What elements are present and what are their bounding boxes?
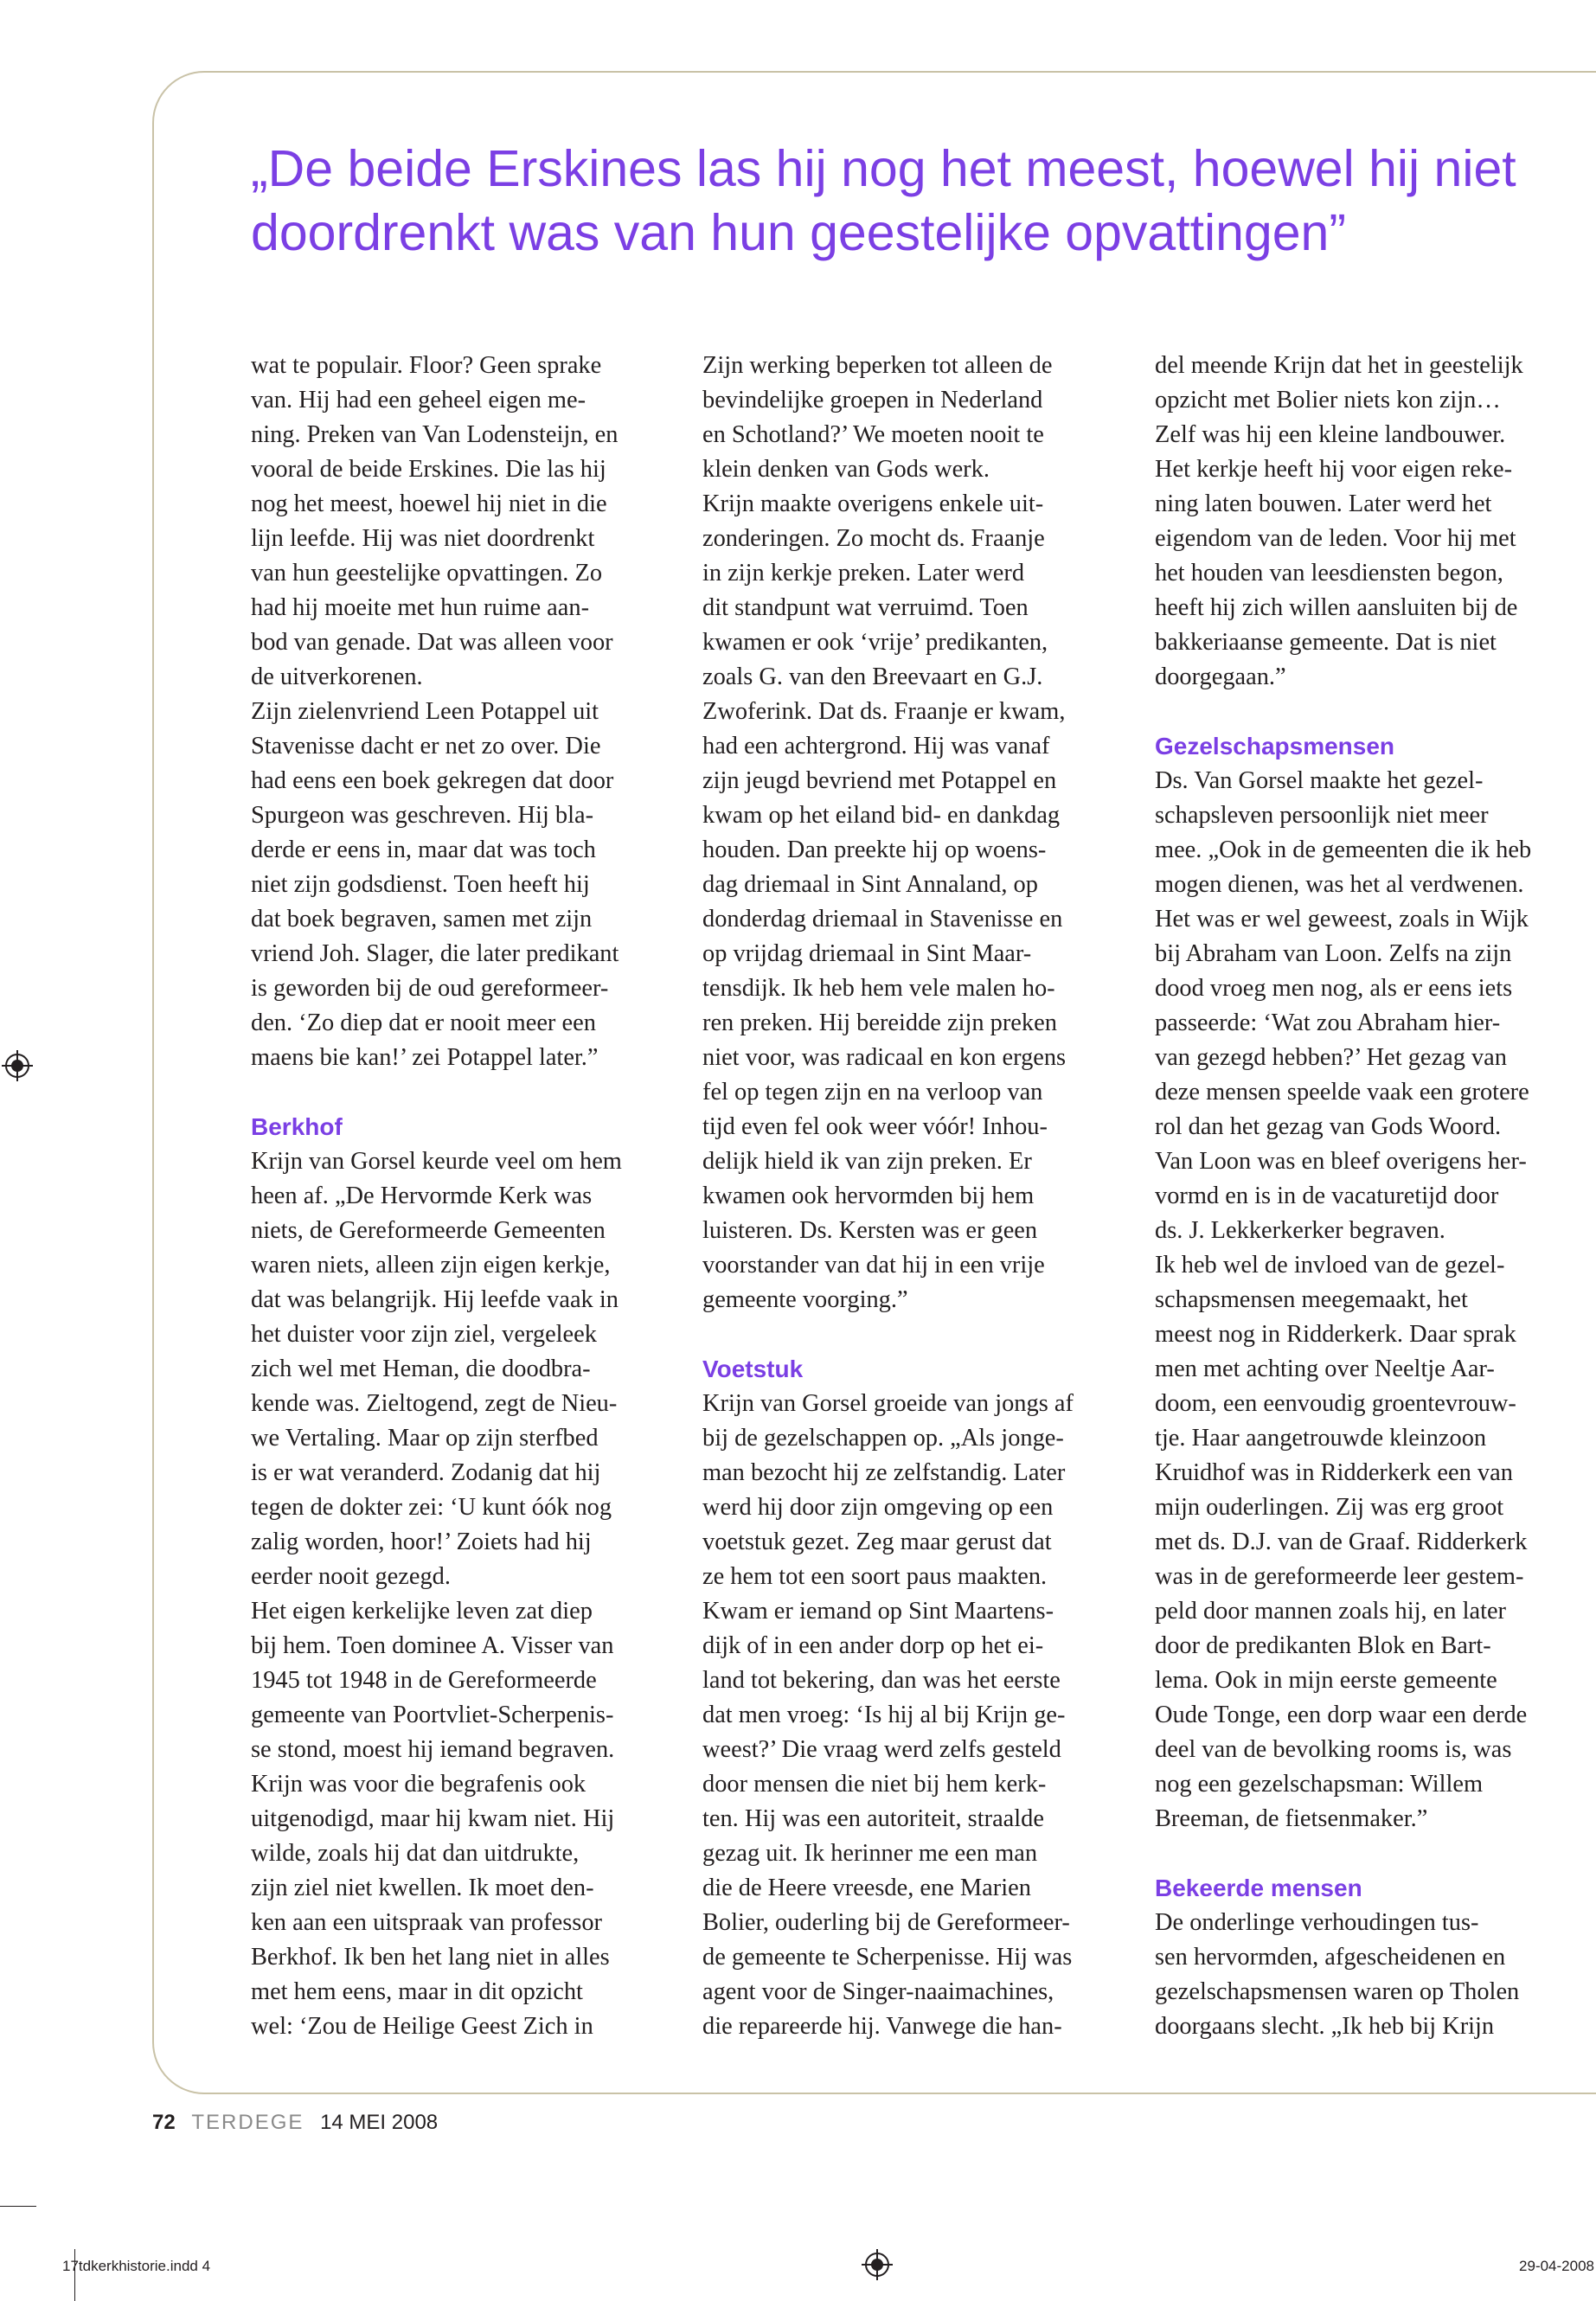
text-line: delijk hield ik van zijn preken. Er bbox=[702, 1148, 1032, 1175]
paragraph-gap bbox=[251, 1075, 675, 1110]
text-line: uitgenodigd, maar hij kwam niet. Hij bbox=[251, 1805, 615, 1832]
text-line: had een achtergrond. Hij was vanaf bbox=[702, 733, 1050, 760]
text-line: we Vertaling. Maar op zijn sterfbed bbox=[251, 1425, 599, 1452]
text-line: weest?’ Die vraag werd zelfs gesteld bbox=[702, 1736, 1061, 1763]
text-line: mogen dienen, was het al verdwenen. bbox=[1155, 871, 1524, 898]
text-line: had hij moeite met hun ruime aan- bbox=[251, 594, 590, 621]
text-line: ning. Preken van Van Lodensteijn, en bbox=[251, 421, 619, 448]
text-line: voorstander van dat hij in een vrije bbox=[702, 1252, 1045, 1279]
text-line: met hem eens, maar in dit opzicht bbox=[251, 1978, 583, 2005]
text-line: door mensen die niet bij hem kerk- bbox=[702, 1771, 1047, 1798]
text-line: gemeente voorging.” bbox=[702, 1286, 908, 1313]
text-line: ren preken. Hij bereidde zijn preken bbox=[702, 1009, 1057, 1036]
registration-mark-icon bbox=[862, 2249, 893, 2280]
text-line: wilde, zoals hij dat dan uitdrukte, bbox=[251, 1840, 580, 1867]
text-line: dat was belangrijk. Hij leefde vaak in bbox=[251, 1286, 619, 1313]
issue-date: 14 MEI 2008 bbox=[320, 2111, 439, 2134]
text-line: den. ‘Zo diep dat er nooit meer een bbox=[251, 1009, 596, 1036]
text-line: de gemeente te Scherpenisse. Hij was bbox=[702, 1944, 1073, 1971]
text-line: Kruidhof was in Ridderkerk een van bbox=[1155, 1459, 1513, 1486]
text-line: agent voor de Singer-naaimachines, bbox=[702, 1978, 1054, 2005]
text-line: 1945 tot 1948 in de Gereformeerde bbox=[251, 1667, 597, 1694]
text-line: klein denken van Gods werk. bbox=[702, 456, 990, 483]
text-line: had eens een boek gekregen dat door bbox=[251, 767, 614, 794]
text-line: gezelschapsmensen waren op Tholen bbox=[1155, 1978, 1520, 2005]
text-line: gemeente van Poortvliet-Scherpenis- bbox=[251, 1702, 614, 1728]
text-line: mee. „Ook in de gemeenten die ik heb bbox=[1155, 836, 1532, 863]
text-line: Krijn van Gorsel keurde veel om hem bbox=[251, 1148, 622, 1175]
text-line: bevindelijke groepen in Nederland bbox=[702, 387, 1043, 413]
text-line: eigendom van de leden. Voor hij met bbox=[1155, 525, 1516, 552]
text-line: is geworden bij de oud gereformeer- bbox=[251, 975, 609, 1002]
text-line: bij Abraham van Loon. Zelfs na zijn bbox=[1155, 940, 1512, 967]
text-line: zalig worden, hoor!’ Zoiets had hij bbox=[251, 1529, 592, 1555]
text-line: doorgaans slecht. „Ik heb bij Krijn bbox=[1155, 2013, 1495, 2040]
text-line: op vrijdag driemaal in Sint Maar- bbox=[702, 940, 1032, 967]
text-line: schapsmensen meegemaakt, het bbox=[1155, 1286, 1468, 1313]
text-line: het houden van leesdiensten begon, bbox=[1155, 560, 1503, 586]
section-heading: Bekeerde mensen bbox=[1155, 1875, 1362, 1901]
text-line: Oude Tonge, een dorp waar een derde bbox=[1155, 1702, 1528, 1728]
text-line: van gezegd hebben?’ Het gezag van bbox=[1155, 1044, 1507, 1071]
text-line: ds. J. Lekkerkerker begraven. bbox=[1155, 1217, 1445, 1244]
text-line: man bezocht hij ze zelfstandig. Later bbox=[702, 1459, 1066, 1486]
text-line: Stavenisse dacht er net zo over. Die bbox=[251, 733, 601, 760]
text-line: bakkeriaanse gemeente. Dat is niet bbox=[1155, 629, 1497, 656]
text-line: Zwoferink. Dat ds. Fraanje er kwam, bbox=[702, 698, 1066, 725]
text-line: Ds. Van Gorsel maakte het gezel- bbox=[1155, 767, 1484, 794]
text-line: dat boek begraven, samen met zijn bbox=[251, 906, 593, 933]
text-line: kwam op het eiland bid- en dankdag bbox=[702, 802, 1061, 829]
pull-quote: „De beide Erskines las hij nog het meest, hoewel hij niet doordrenkt was van hun geestelijke opvattingen” bbox=[251, 140, 1516, 261]
slug-date: 29-04-2008 bbox=[1519, 2258, 1594, 2274]
text-line: doorgegaan.” bbox=[1155, 663, 1286, 690]
text-line: Het was er wel geweest, zoals in Wijk bbox=[1155, 906, 1529, 933]
text-line: deze mensen speelde vaak een grotere bbox=[1155, 1079, 1529, 1106]
text-line: van hun geestelijke opvattingen. Zo bbox=[251, 560, 603, 586]
text-line: tensdijk. Ik heb hem vele malen ho- bbox=[702, 975, 1055, 1002]
text-line: eerder nooit gezegd. bbox=[251, 1563, 451, 1590]
text-line: waren niets, alleen zijn eigen kerkje, bbox=[251, 1252, 611, 1279]
text-line: die de Heere vreesde, ene Marien bbox=[702, 1875, 1031, 1901]
text-line: land tot bekering, dan was het eerste bbox=[702, 1667, 1061, 1694]
text-line: mijn ouderlingen. Zij was erg groot bbox=[1155, 1494, 1504, 1521]
crop-mark bbox=[0, 2206, 36, 2207]
text-line: ten. Hij was een autoriteit, straalde bbox=[702, 1805, 1044, 1832]
text-line: Krijn van Gorsel groeide van jongs af bbox=[702, 1390, 1074, 1417]
text-line: opzicht met Bolier niets kon zijn… bbox=[1155, 387, 1501, 413]
text-line: is er wat veranderd. Zodanig dat hij bbox=[251, 1459, 601, 1486]
article-column-2 bbox=[702, 349, 1126, 2044]
text-line: Krijn maakte overigens enkele uit- bbox=[702, 490, 1044, 517]
section-heading: Berkhof bbox=[251, 1113, 343, 1140]
text-line: niets, de Gereformeerde Gemeenten bbox=[251, 1217, 606, 1244]
text-line: Van Loon was en bleef overigens her- bbox=[1155, 1148, 1527, 1175]
article-column-3 bbox=[1155, 349, 1579, 2044]
text-line: zonderingen. Zo mocht ds. Fraanje bbox=[702, 525, 1045, 552]
text-line: kwamen ook hervormden bij hem bbox=[702, 1183, 1035, 1209]
text-line: zijn ziel niet kwellen. Ik moet den- bbox=[251, 1875, 594, 1901]
text-line: dit standpunt wat verruimd. Toen bbox=[702, 594, 1029, 621]
text-line: doom, een eenvoudig groentevrouw- bbox=[1155, 1390, 1516, 1417]
text-line: lijn leefde. Hij was niet doordrenkt bbox=[251, 525, 595, 552]
text-line: Het eigen kerkelijke leven zat diep bbox=[251, 1598, 593, 1625]
text-line: vriend Joh. Slager, die later predikant bbox=[251, 940, 619, 967]
text-line: de uitverkorenen. bbox=[251, 663, 423, 690]
paragraph-gap bbox=[1155, 1836, 1579, 1871]
text-line: Kwam er iemand op Sint Maartens- bbox=[702, 1598, 1054, 1625]
text-line: heeft hij zich willen aansluiten bij de bbox=[1155, 594, 1518, 621]
text-line: door de predikanten Blok en Bart- bbox=[1155, 1632, 1491, 1659]
text-line: kende was. Zieltogend, zegt de Nieu- bbox=[251, 1390, 618, 1417]
text-line: tijd even fel ook weer vóór! Inhou- bbox=[702, 1113, 1048, 1140]
text-line: del meende Krijn dat het in geestelijk bbox=[1155, 352, 1523, 379]
text-line: Breeman, de fietsenmaker.” bbox=[1155, 1805, 1428, 1832]
text-line: bod van genade. Dat was alleen voor bbox=[251, 629, 613, 656]
text-line: Ik heb wel de invloed van de gezel- bbox=[1155, 1252, 1505, 1279]
text-line: Berkhof. Ik ben het lang niet in alles bbox=[251, 1944, 610, 1971]
text-line: tegen de dokter zei: ‘U kunt óók nog bbox=[251, 1494, 612, 1521]
text-line: rol dan het gezag van Gods Woord. bbox=[1155, 1113, 1502, 1140]
text-line: donderdag driemaal in Stavenisse en bbox=[702, 906, 1063, 933]
crop-mark bbox=[74, 2249, 75, 2301]
text-line: die repareerde hij. Vanwege die han- bbox=[702, 2013, 1062, 2040]
section-heading: Voetstuk bbox=[702, 1356, 804, 1382]
text-line: luisteren. Ds. Kersten was er geen bbox=[702, 1217, 1038, 1244]
paragraph-gap bbox=[1155, 695, 1579, 729]
page-number: 72 bbox=[152, 2111, 176, 2134]
text-line: ze hem tot een soort paus maakten. bbox=[702, 1563, 1048, 1590]
article-column-1 bbox=[251, 349, 675, 2044]
text-line: dood vroeg men nog, als er eens iets bbox=[1155, 975, 1513, 1002]
text-line: sen hervormden, afgescheidenen en bbox=[1155, 1944, 1506, 1971]
text-line: nog het meest, hoewel hij niet in die bbox=[251, 490, 607, 517]
text-line: vormd en is in de vacaturetijd door bbox=[1155, 1183, 1499, 1209]
text-line: met ds. D.J. van de Graaf. Ridderkerk bbox=[1155, 1529, 1528, 1555]
text-line: zich wel met Heman, die doodbra- bbox=[251, 1356, 591, 1382]
text-line: schapsleven persoonlijk niet meer bbox=[1155, 802, 1489, 829]
slug-filename: 17tdkerkhistorie.indd 4 bbox=[62, 2258, 211, 2274]
text-line: heen af. „De Hervormde Kerk was bbox=[251, 1183, 593, 1209]
text-line: wel: ‘Zou de Heilige Geest Zich in bbox=[251, 2013, 593, 2040]
text-line: bij de gezelschappen op. „Als jonge- bbox=[702, 1425, 1064, 1452]
text-line: niet voor, was radicaal en kon ergens bbox=[702, 1044, 1067, 1071]
text-line: dijk of in een ander dorp op het ei- bbox=[702, 1632, 1044, 1659]
text-line: in zijn kerkje preken. Later werd bbox=[702, 560, 1025, 586]
text-line: Zijn zielenvriend Leen Potappel uit bbox=[251, 698, 599, 725]
text-line: Krijn was voor die begrafenis ook bbox=[251, 1771, 586, 1798]
text-line: dag driemaal in Sint Annaland, op bbox=[702, 871, 1038, 898]
text-line: maens bie kan!’ zei Potappel later.” bbox=[251, 1044, 599, 1071]
text-line: men met achting over Neeltje Aar- bbox=[1155, 1356, 1495, 1382]
text-line: ning laten bouwen. Later werd het bbox=[1155, 490, 1492, 517]
text-line: werd hij door zijn omgeving op een bbox=[702, 1494, 1054, 1521]
text-line: van. Hij had een geheel eigen me- bbox=[251, 387, 586, 413]
text-line: fel op tegen zijn en na verloop van bbox=[702, 1079, 1043, 1106]
text-line: passeerde: ‘Wat zou Abraham hier- bbox=[1155, 1009, 1501, 1036]
text-line: was in de gereformeerde leer gestem- bbox=[1155, 1563, 1524, 1590]
text-line: gezag uit. Ik herinner me een man bbox=[702, 1840, 1038, 1867]
text-line: zijn jeugd bevriend met Potappel en bbox=[702, 767, 1057, 794]
text-line: en Schotland?’ We moeten nooit te bbox=[702, 421, 1044, 448]
page-footer bbox=[152, 2111, 438, 2135]
text-line: wat te populair. Floor? Geen sprake bbox=[251, 352, 602, 379]
section-heading: Gezelschapsmensen bbox=[1155, 733, 1395, 760]
text-line: kwamen er ook ‘vrije’ predikanten, bbox=[702, 629, 1048, 656]
text-line: peld door mannen zoals hij, en later bbox=[1155, 1598, 1507, 1625]
text-line: Bolier, ouderling bij de Gereformeer- bbox=[702, 1909, 1070, 1936]
text-line: voetstuk gezet. Zeg maar gerust dat bbox=[702, 1529, 1052, 1555]
text-line: se stond, moest hij iemand begraven. bbox=[251, 1736, 615, 1763]
text-line: deel van de bevolking rooms is, was bbox=[1155, 1736, 1512, 1763]
text-line: ken aan een uitspraak van professor bbox=[251, 1909, 602, 1936]
registration-mark-icon bbox=[2, 1050, 33, 1081]
text-line: Zelf was hij een kleine landbouwer. bbox=[1155, 421, 1506, 448]
text-line: meest nog in Ridderkerk. Daar sprak bbox=[1155, 1321, 1516, 1348]
text-line: tje. Haar aangetrouwde kleinzoon bbox=[1155, 1425, 1487, 1452]
text-line: lema. Ook in mijn eerste gemeente bbox=[1155, 1667, 1497, 1694]
magazine-name: TERDEGE bbox=[191, 2111, 304, 2134]
text-line: houden. Dan preekte hij op woens- bbox=[702, 836, 1047, 863]
text-line: vooral de beide Erskines. Die las hij bbox=[251, 456, 606, 483]
text-line: het duister voor zijn ziel, vergeleek bbox=[251, 1321, 597, 1348]
paragraph-gap bbox=[702, 1317, 1126, 1352]
text-line: Zijn werking beperken tot alleen de bbox=[702, 352, 1053, 379]
text-line: Spurgeon was geschreven. Hij bla- bbox=[251, 802, 594, 829]
text-line: nog een gezelschapsman: Willem bbox=[1155, 1771, 1484, 1798]
text-line: bij hem. Toen dominee A. Visser van bbox=[251, 1632, 614, 1659]
text-line: zoals G. van den Breevaart en G.J. bbox=[702, 663, 1043, 690]
text-line: derde er eens in, maar dat was toch bbox=[251, 836, 596, 863]
text-line: De onderlinge verhoudingen tus- bbox=[1155, 1909, 1479, 1936]
text-line: niet zijn godsdienst. Toen heeft hij bbox=[251, 871, 590, 898]
text-line: Het kerkje heeft hij voor eigen reke- bbox=[1155, 456, 1513, 483]
text-line: dat men vroeg: ‘Is hij al bij Krijn ge- bbox=[702, 1702, 1066, 1728]
